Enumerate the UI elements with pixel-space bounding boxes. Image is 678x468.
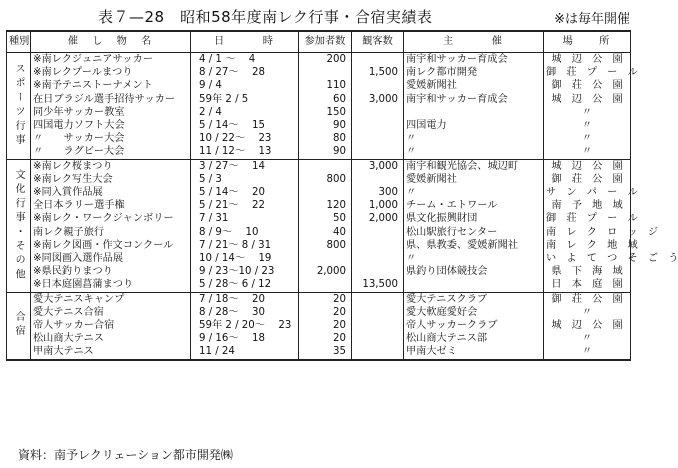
- date-cell: 10 / 14～ 19: [191, 252, 299, 265]
- organizer-cell: 〃: [404, 186, 544, 199]
- event-name-cell: ※南レク桜まつり: [31, 159, 191, 173]
- date-cell: 3 / 27～ 14: [191, 159, 299, 173]
- participants-cell: 50: [299, 212, 352, 225]
- event-name-cell: 南レク親子旅行: [31, 226, 191, 239]
- event-name-cell: ※県民釣りまつり: [31, 265, 191, 278]
- date-cell: 9 / 16～ 18: [191, 332, 299, 345]
- table-row: [7, 93, 631, 106]
- table-row: [7, 53, 631, 67]
- spectators-cell: [352, 319, 404, 332]
- table-row: [7, 252, 631, 265]
- event-name-cell: 四国電力ソフト大会: [31, 119, 191, 132]
- event-name-cell: 同少年サッカー教室: [31, 106, 191, 119]
- event-name-cell: 甲南大テニス: [31, 345, 191, 359]
- participants-cell: 800: [299, 173, 352, 186]
- table-row: [7, 186, 631, 199]
- participants-cell: 35: [299, 345, 352, 359]
- table-row: [7, 199, 631, 212]
- participants-cell: 90: [299, 119, 352, 132]
- table-row: [7, 66, 631, 79]
- table-row: [7, 119, 631, 132]
- organizer-cell: 愛大軟庭愛好会: [404, 306, 544, 319]
- venue-cell: 御 荘 公 園: [544, 79, 631, 92]
- participants-cell: [299, 252, 352, 265]
- participants-cell: 40: [299, 226, 352, 239]
- organizer-cell: 南宇和サッカー育成会: [404, 53, 544, 67]
- participants-cell: 120: [299, 199, 352, 212]
- source-note: 資料：南予レクリェーション都市開発㈱: [18, 448, 233, 462]
- date-cell: 5 / 28～ 6 / 12: [191, 278, 299, 292]
- spectators-cell: [352, 226, 404, 239]
- participants-cell: 90: [299, 145, 352, 159]
- spectators-cell: [352, 106, 404, 119]
- table-row: [7, 292, 631, 306]
- venue-cell: い よ て つ そ ご う: [544, 252, 631, 265]
- event-name-cell: ※日本庭園菖蒲まつり: [31, 278, 191, 292]
- date-cell: 8 / 28～ 30: [191, 306, 299, 319]
- annual-note: ※は毎年開催: [554, 12, 630, 27]
- date-cell: 9 / 4: [191, 79, 299, 92]
- organizer-cell: 〃: [404, 145, 544, 159]
- venue-cell: 〃: [544, 145, 631, 159]
- participants-cell: 150: [299, 106, 352, 119]
- event-name-cell: 〃 ラグビー大会: [31, 145, 191, 159]
- date-cell: 10 / 22～ 23: [191, 132, 299, 145]
- table-row: [7, 173, 631, 186]
- event-name-cell: ※南レクプールまつり: [31, 66, 191, 79]
- venue-cell: 城 辺 公 園: [544, 53, 631, 67]
- date-cell: 59年 2 / 5: [191, 93, 299, 106]
- organizer-cell: 愛媛新聞社: [404, 79, 544, 92]
- header-organizer: 主 催: [404, 31, 544, 53]
- venue-cell: 城 辺 公 園: [544, 159, 631, 173]
- spectators-cell: 2,000: [352, 212, 404, 225]
- participants-cell: 60: [299, 93, 352, 106]
- organizer-cell: 松山駅旅行センター: [404, 226, 544, 239]
- table-row: [7, 79, 631, 92]
- table-row: [7, 265, 631, 278]
- date-cell: 4 / 1 ～ 4: [191, 53, 299, 67]
- spectators-cell: 1,500: [352, 66, 404, 79]
- category-cell: 文化行事・その他: [7, 159, 31, 292]
- event-name-cell: 帝人サッカー合宿: [31, 319, 191, 332]
- table-row: [7, 239, 631, 252]
- date-cell: 8 / 27～ 28: [191, 66, 299, 79]
- spectators-cell: [352, 306, 404, 319]
- venue-cell: 日 本 庭 園: [544, 278, 631, 292]
- table-row: [7, 306, 631, 319]
- venue-cell: 御 荘 公 園: [544, 173, 631, 186]
- spectators-cell: [352, 265, 404, 278]
- table-row: [7, 106, 631, 119]
- spectators-cell: [352, 119, 404, 132]
- venue-cell: 城 辺 公 園: [544, 93, 631, 106]
- event-name-cell: 全日本ラリー選手権: [31, 199, 191, 212]
- table-body: [7, 53, 678, 360]
- organizer-cell: [404, 106, 544, 119]
- date-cell: 5 / 21～ 22: [191, 199, 299, 212]
- table-row: [7, 159, 631, 173]
- venue-cell: 御 荘 プ ー ル: [544, 66, 631, 79]
- date-cell: 8 / 9～ 10: [191, 226, 299, 239]
- organizer-cell: チーム・エトワール: [404, 199, 544, 212]
- spectators-cell: 300: [352, 186, 404, 199]
- organizer-cell: 南レク都市開発: [404, 66, 544, 79]
- table-row: [7, 145, 631, 159]
- header-date: 日 時: [191, 31, 299, 53]
- event-name-cell: ※南レク・ワークジャンボリー: [31, 212, 191, 225]
- venue-cell: 城 辺 公 園: [544, 319, 631, 332]
- category-cell: スポーツ行事: [7, 53, 31, 160]
- participants-cell: 80: [299, 132, 352, 145]
- spectators-cell: [352, 145, 404, 159]
- date-cell: 11 / 12～ 13: [191, 145, 299, 159]
- venue-cell: 〃: [544, 132, 631, 145]
- organizer-cell: 県文化振興財団: [404, 212, 544, 225]
- header-spectators: 観客数: [352, 31, 404, 53]
- spectators-cell: [352, 292, 404, 306]
- spectators-cell: [352, 173, 404, 186]
- organizer-cell: 南宇和サッカー育成会: [404, 93, 544, 106]
- date-cell: 5 / 14～ 20: [191, 186, 299, 199]
- venue-cell: 南 予 地 域: [544, 199, 631, 212]
- participants-cell: 2,000: [299, 265, 352, 278]
- participants-cell: 200: [299, 53, 352, 67]
- organizer-cell: 帝人サッカークラブ: [404, 319, 544, 332]
- date-cell: 5 / 3: [191, 173, 299, 186]
- event-name-cell: 〃 サッカー大会: [31, 132, 191, 145]
- venue-cell: 南 レ ク 地 域: [544, 239, 631, 252]
- event-name-cell: ※南レク写生大会: [31, 173, 191, 186]
- date-cell: 11 / 24: [191, 345, 299, 359]
- event-name-cell: ※南予テニストーナメント: [31, 79, 191, 92]
- header-participants: 参加者数: [299, 31, 352, 53]
- event-name-cell: ※南レク図画・作文コンクール: [31, 239, 191, 252]
- organizer-cell: 甲南大ゼミ: [404, 345, 544, 359]
- organizer-cell: 愛媛新聞社: [404, 173, 544, 186]
- date-cell: 7 / 21～ 8 / 31: [191, 239, 299, 252]
- organizer-cell: 松山商大テニス部: [404, 332, 544, 345]
- venue-cell: 〃: [544, 345, 631, 359]
- event-name-cell: ※南レクジュニアサッカー: [31, 53, 191, 67]
- spectators-cell: [352, 53, 404, 67]
- participants-cell: 110: [299, 79, 352, 92]
- event-name-cell: ※同入賞作品展: [31, 186, 191, 199]
- participants-cell: 20: [299, 332, 352, 345]
- date-cell: 7 / 31: [191, 212, 299, 225]
- spectators-cell: [352, 132, 404, 145]
- header-category: 種別: [7, 31, 31, 53]
- date-cell: 2 / 4: [191, 106, 299, 119]
- event-name-cell: 愛大テニスキャンプ: [31, 292, 191, 306]
- participants-cell: 20: [299, 319, 352, 332]
- header-venue: 場 所: [544, 31, 631, 53]
- event-name-cell: ※同図画入選作品展: [31, 252, 191, 265]
- organizer-cell: [404, 278, 544, 292]
- table-row: [7, 132, 631, 145]
- table-row: [7, 345, 631, 359]
- table-row: [7, 226, 631, 239]
- table-row: [7, 332, 631, 345]
- participants-cell: 800: [299, 239, 352, 252]
- event-name-cell: 愛大テニス合宿: [31, 306, 191, 319]
- spectators-cell: 13,500: [352, 278, 404, 292]
- participants-cell: 20: [299, 292, 352, 306]
- participants-cell: 20: [299, 306, 352, 319]
- table-row: [7, 319, 631, 332]
- spectators-cell: 3,000: [352, 93, 404, 106]
- events-table: [6, 30, 678, 361]
- date-cell: 7 / 18～ 20: [191, 292, 299, 306]
- organizer-cell: 〃: [404, 252, 544, 265]
- venue-cell: 〃: [544, 106, 631, 119]
- event-name-cell: 松山商大テニス: [31, 332, 191, 345]
- participants-cell: [299, 66, 352, 79]
- organizer-cell: 南宇和観光協会、城辺町: [404, 159, 544, 173]
- date-cell: 5 / 14～ 15: [191, 119, 299, 132]
- spectators-cell: [352, 239, 404, 252]
- spectators-cell: [352, 252, 404, 265]
- participants-cell: [299, 159, 352, 173]
- venue-cell: 県 下 海 域: [544, 265, 631, 278]
- venue-cell: 御 荘 プ ー ル: [544, 212, 631, 225]
- event-name-cell: 在日ブラジル選手招待サッカー: [31, 93, 191, 106]
- venue-cell: 〃: [544, 332, 631, 345]
- organizer-cell: 〃: [404, 132, 544, 145]
- organizer-cell: 四国電力: [404, 119, 544, 132]
- spectators-cell: [352, 332, 404, 345]
- header-row: [7, 31, 631, 53]
- date-cell: 59年 2 / 20～ 23: [191, 319, 299, 332]
- participants-cell: [299, 186, 352, 199]
- venue-cell: 〃: [544, 306, 631, 319]
- spectators-cell: [352, 345, 404, 359]
- organizer-cell: 県釣り団体競技会: [404, 265, 544, 278]
- table-row: [7, 212, 631, 225]
- spectators-cell: 3,000: [352, 159, 404, 173]
- venue-cell: 御 荘 公 園: [544, 292, 631, 306]
- venue-cell: 〃: [544, 119, 631, 132]
- page-title: 表７—28 昭和58年度南レク行事・合宿実績表: [98, 8, 433, 26]
- venue-cell: 南 レ ク ロ ッ ジ: [544, 226, 631, 239]
- table-row: [7, 278, 631, 292]
- spectators-cell: 1,000: [352, 199, 404, 212]
- header-event-name: 催 し 物 名: [31, 31, 191, 53]
- date-cell: 9 / 23～10 / 23: [191, 265, 299, 278]
- organizer-cell: 愛大テニスクラブ: [404, 292, 544, 306]
- category-cell: 合宿: [7, 292, 31, 360]
- organizer-cell: 県、県教委、愛媛新聞社: [404, 239, 544, 252]
- spectators-cell: [352, 79, 404, 92]
- participants-cell: [299, 278, 352, 292]
- venue-cell: サ ン パ ー ル: [544, 186, 631, 199]
